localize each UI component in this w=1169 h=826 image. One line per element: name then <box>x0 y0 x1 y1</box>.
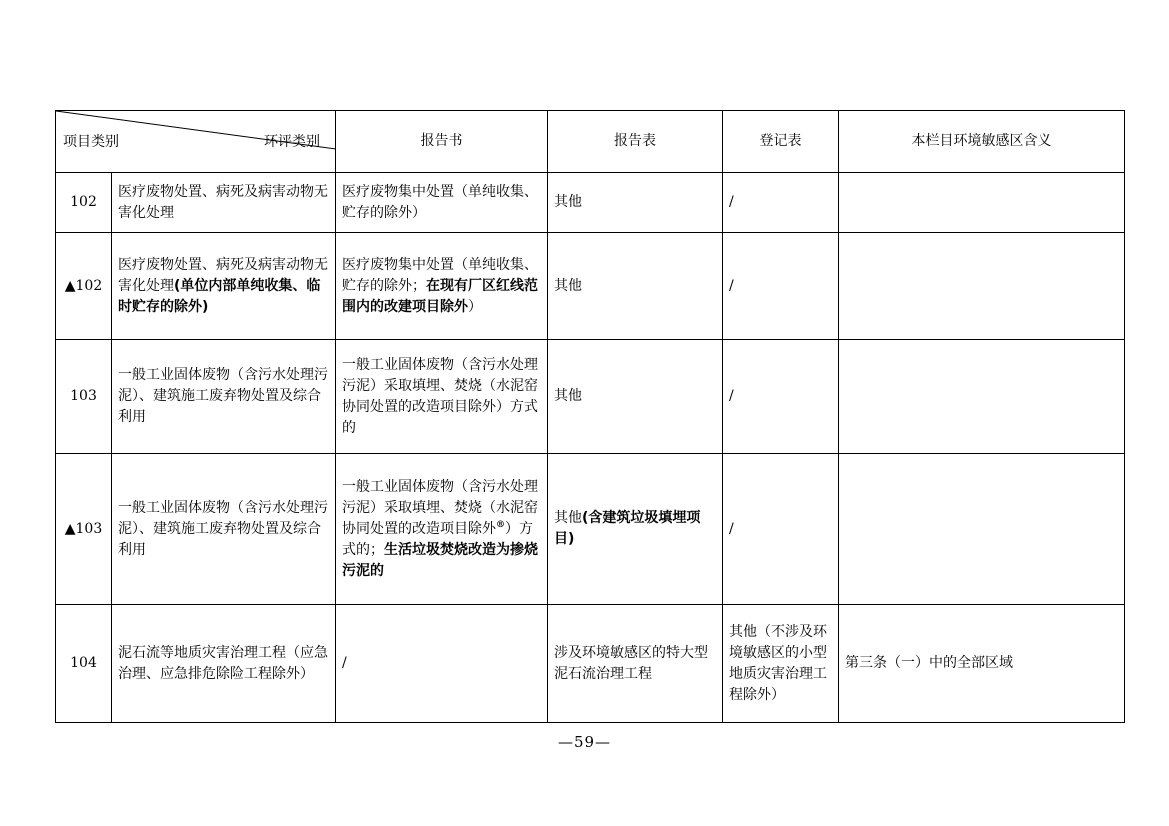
header-row <box>56 111 1125 173</box>
report-form-cell <box>548 340 723 454</box>
project-name-cell <box>112 173 336 233</box>
sensitive-area-cell <box>839 340 1125 454</box>
table-row <box>56 340 1125 454</box>
project-name: 泥石流等地质灾害治理工程（应急治理、应急排危除险工程除外） <box>118 644 328 682</box>
registration-cell <box>723 233 839 340</box>
registration-cell <box>723 340 839 454</box>
registration-text: 其他（不涉及环境敏感区的小型地质灾害治理工程除外） <box>729 623 827 703</box>
project-name-bold-note: (单位内部单纯收集、临时贮存的除外) <box>118 277 321 315</box>
registration-text: / <box>729 194 734 210</box>
report-book-cell <box>336 173 548 233</box>
row-number: ▲103 <box>56 454 112 605</box>
page-number: —59— <box>557 733 612 751</box>
row-number: 103 <box>56 340 112 454</box>
project-name: 医疗废物处置、病死及病害动物无害化处理 <box>118 183 328 221</box>
registration-text: / <box>729 388 734 404</box>
header-project-category: 项目类别 <box>63 134 119 150</box>
registration-text: / <box>729 520 734 537</box>
sensitive-area-text: 第三条（一）中的全部区域 <box>845 655 1013 671</box>
report-form-cell <box>548 173 723 233</box>
report-book-tail: ） <box>468 298 482 315</box>
header-diagonal-cell <box>56 111 336 173</box>
footnote-marker: ® <box>496 519 505 530</box>
report-form-text: 涉及环境敏感区的特大型泥石流治理工程 <box>554 644 708 682</box>
header-registration-form: 登记表 <box>723 111 839 173</box>
report-book-bold-note: 生活垃圾焚烧改造为掺烧污泥的 <box>342 541 538 579</box>
report-book-text: 医疗废物集中处置（单纯收集、贮存的除外； <box>342 256 538 294</box>
report-book-cell <box>336 233 548 340</box>
header-eia-category: 环评类别 <box>264 134 320 150</box>
row-number: 102 <box>56 173 112 233</box>
sensitive-area-cell <box>839 233 1125 340</box>
registration-cell <box>723 173 839 233</box>
registration-cell <box>723 605 839 723</box>
report-form-cell <box>548 605 723 723</box>
report-form-text: 其他 <box>554 277 582 294</box>
registration-cell <box>723 454 839 605</box>
report-form-text: 其他 <box>554 388 582 404</box>
report-form-cell <box>548 233 723 340</box>
report-book-text: / <box>342 655 347 671</box>
report-book-text: 医疗废物集中处置（单纯收集、贮存的除外） <box>342 183 538 221</box>
header-sensitive-area-meaning: 本栏目环境敏感区含义 <box>839 111 1125 173</box>
table-row <box>56 454 1125 605</box>
row-number: 104 <box>56 605 112 723</box>
table-row <box>56 233 1125 340</box>
report-book-mid: ）方式的； <box>342 520 533 558</box>
report-book-bold-note: 在现有厂区红线范围内的改建项目除外 <box>342 277 538 315</box>
report-form-bold-note: (含建筑垃圾填埋项目) <box>554 510 701 547</box>
sensitive-area-cell <box>839 605 1125 723</box>
project-name-cell <box>112 605 336 723</box>
project-name-cell <box>112 454 336 605</box>
report-book-cell <box>336 340 548 454</box>
report-form-text: 其他 <box>554 510 582 526</box>
table-row <box>56 173 1125 233</box>
table-row <box>56 605 1125 723</box>
registration-text: / <box>729 277 734 294</box>
report-book-text: 一般工业固体废物（含污水处理污泥）采取填埋、焚烧（水泥窑协同处置的改造项目除外）方式的 <box>342 356 538 436</box>
sensitive-area-cell <box>839 173 1125 233</box>
project-name: 一般工业固体废物（含污水处理污泥）、建筑施工废弃物处置及综合利用 <box>118 499 328 558</box>
header-report-book: 报告书 <box>336 111 548 173</box>
report-book-text: 一般工业固体废物（含污水处理污泥）采取填埋、焚烧（水泥窑协同处置的改造项目除外 <box>342 478 538 537</box>
project-name-cell <box>112 233 336 340</box>
sensitive-area-cell <box>839 454 1125 605</box>
eia-classification-table <box>55 110 1125 723</box>
report-book-cell <box>336 605 548 723</box>
report-form-cell <box>548 454 723 605</box>
report-book-cell <box>336 454 548 605</box>
project-name: 医疗废物处置、病死及病害动物无害化处理 <box>118 256 328 294</box>
project-name-cell <box>112 340 336 454</box>
row-number: ▲102 <box>56 233 112 340</box>
header-report-form: 报告表 <box>548 111 723 173</box>
report-form-text: 其他 <box>554 194 582 210</box>
project-name: 一般工业固体废物（含污水处理污泥）、建筑施工废弃物处置及综合利用 <box>118 367 328 425</box>
